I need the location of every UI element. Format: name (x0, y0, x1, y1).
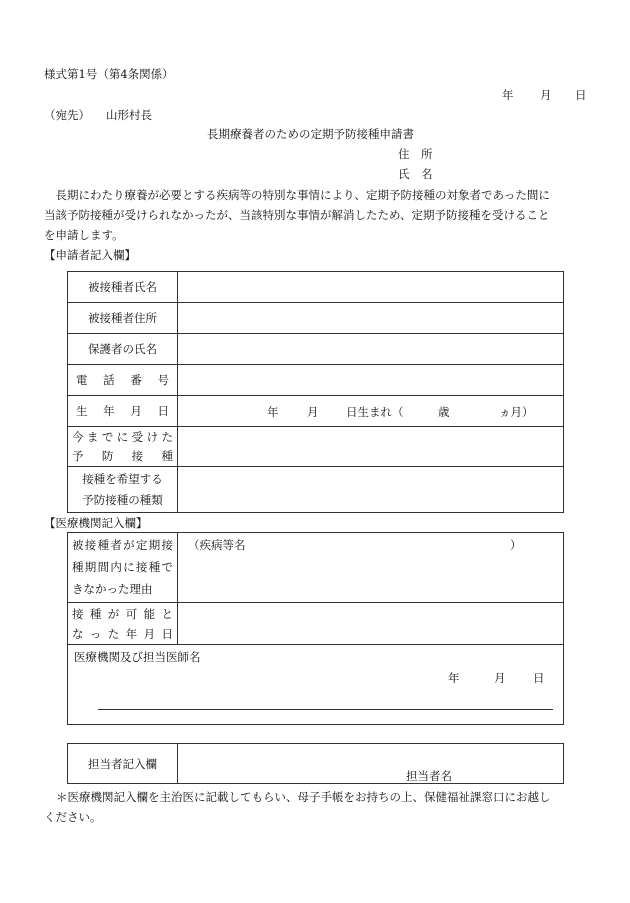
disease-name-open: （疾病等名 (188, 538, 246, 552)
guardian-name-label: 保護者の氏名 (68, 334, 178, 365)
staff-name-label: 担当者名 (406, 769, 452, 783)
page-title: 長期療養者のための定期予防接種申請書 (207, 127, 414, 141)
birth-month-label: 月 (307, 405, 319, 419)
date-month-label: 月 (540, 88, 552, 102)
medical-section-heading: 【医療機関記入欄】 (44, 516, 148, 530)
previous-label-line-2: 予防接種 (72, 448, 173, 463)
applicant-address-label: 住 所 (398, 147, 433, 161)
table-row (68, 365, 564, 396)
birthdate-label: 生年月日 (68, 396, 178, 427)
reason-label-line-1: 被接種者が定期接 (72, 538, 173, 552)
date-day-label: 日 (575, 88, 587, 102)
applicant-section-heading: 【申請者記入欄】 (44, 248, 136, 262)
reason-field[interactable] (178, 533, 564, 603)
possible-date-label (68, 603, 178, 645)
reason-label-line-3: きなかった理由 (72, 582, 153, 596)
footnote-line-1: ＊医療機関記入欄を主治医に記載してもらい、母子手帳をお持ちの上、保健福祉課窓口にお越し (56, 790, 551, 804)
table-row (68, 396, 564, 427)
table-row (68, 272, 564, 303)
body-text-line-1: 長期にわたり療養が必要とする疾病等の特別な事情により、定期予防接種の対象者であった間に (44, 188, 550, 202)
sign-day-label: 日 (533, 671, 545, 685)
possible-date-field[interactable] (178, 603, 564, 645)
addressee-prefix: （宛先） (44, 108, 90, 122)
age-months-label: ヵ月） (499, 405, 534, 419)
staff-label: 担当者記入欄 (68, 744, 178, 784)
applicant-table (67, 271, 564, 513)
desired-vaccination-label (68, 467, 178, 513)
recipient-address-label: 被接種者住所 (68, 303, 178, 334)
guardian-name-field[interactable] (178, 334, 564, 365)
institution-field[interactable] (68, 645, 564, 725)
desired-vaccination-field[interactable] (178, 467, 564, 513)
recipient-address-field[interactable] (178, 303, 564, 334)
addressee: 山形村長 (106, 108, 152, 122)
phone-label: 電話番号 (68, 365, 178, 396)
recipient-name-label: 被接種者氏名 (68, 272, 178, 303)
phone-field[interactable] (178, 365, 564, 396)
form-number: 様式第1号（第4条関係） (44, 67, 174, 81)
previous-vaccinations-field[interactable] (178, 427, 564, 467)
table-row (68, 303, 564, 334)
birth-day-label: 日生まれ（ (346, 405, 404, 419)
possible-date-line-1: 接種が可能と (72, 606, 173, 621)
table-row (68, 467, 564, 513)
age-years-label: 歳 (438, 405, 450, 419)
table-row (68, 744, 564, 784)
recipient-name-field[interactable] (178, 272, 564, 303)
footnote-line-2: ください。 (44, 810, 102, 824)
date-year-label: 年 (502, 88, 514, 102)
desired-label-line-1: 接種を希望する (82, 471, 163, 486)
staff-table (67, 743, 564, 784)
reason-label (68, 533, 178, 603)
table-row (68, 603, 564, 645)
table-row (68, 645, 564, 725)
previous-label-line-1: 今までに受けた (72, 429, 173, 444)
institution-label: 医療機関及び担当医師名 (74, 650, 201, 664)
possible-date-line-2: なった年月日 (72, 626, 173, 641)
disease-name-close: ） (510, 538, 522, 552)
birth-year-label: 年 (267, 405, 279, 419)
staff-field[interactable] (178, 744, 564, 784)
applicant-name-label: 氏 名 (398, 167, 433, 181)
desired-label-line-2: 予防接種の種類 (82, 492, 163, 507)
sign-year-label: 年 (448, 671, 460, 685)
signature-line (98, 709, 553, 710)
table-row (68, 533, 564, 603)
birthdate-field[interactable] (178, 396, 564, 427)
body-text-line-2: 当該予防接種が受けられなかったが、当該特別な事情が解消したため、定期予防接種を受けること (44, 208, 550, 222)
table-row (68, 427, 564, 467)
reason-label-line-2: 種期間内に接種で (72, 560, 173, 574)
table-row (68, 334, 564, 365)
body-text-line-3: を申請します。 (44, 228, 124, 242)
medical-table (67, 532, 564, 725)
previous-vaccinations-label (68, 427, 178, 467)
sign-month-label: 月 (494, 671, 506, 685)
